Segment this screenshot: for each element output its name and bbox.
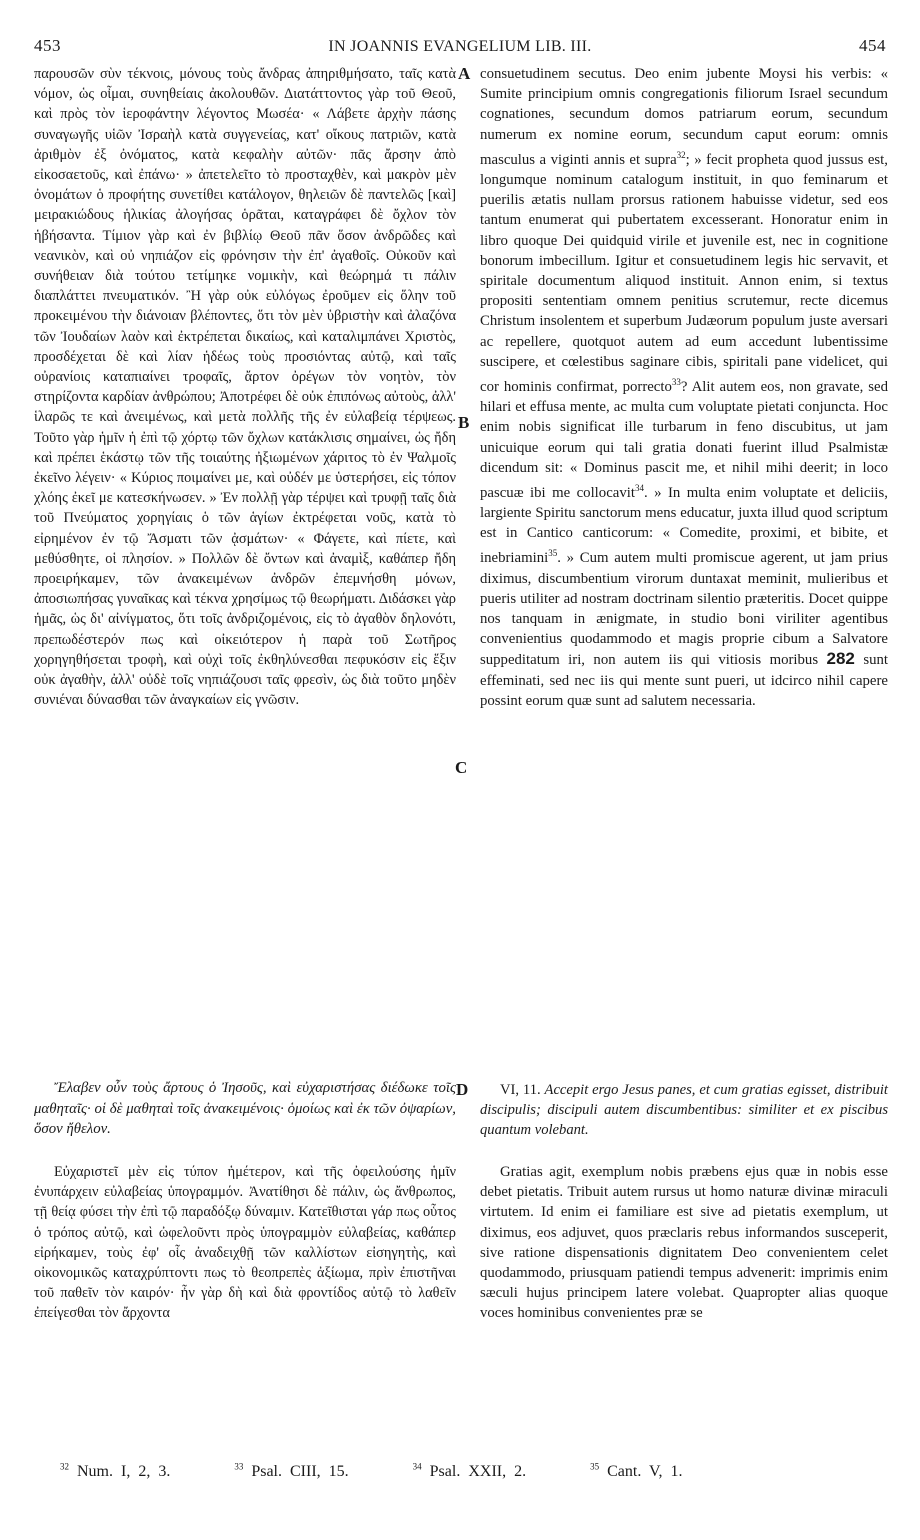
latin-text-d: . » In multa enim voluptate et deliciis, largiente Spiritu sanctorum mens educatur, juxta illud quod scriptum est in Cantico canticorum: « Comedite, proximi, et bibite, et inebriamini xyxy=(480,484,888,567)
footnotes xyxy=(60,1462,860,1481)
lemma-text: Accepit ergo Jesus panes, et cum gratias egisset, distribuit discipulis; discipuli autem discumbentibus: similiter et ex piscibus quantum volebant. xyxy=(480,1082,888,1139)
latin-lemma xyxy=(480,1080,888,1141)
greek-lemma: Ἔλαβεν οὖν τοὺς ἄρτους ὁ Ἰησοῦς, καὶ εὐχαριστήσας διέδωκε τοῖς μαθηταῖς· οἱ δὲ μαθηταὶ τοῖς ἀνακειμένοις· ὁμοίως καὶ ἐκ τῶν ὀψαρίων, ὅσον ἤθελον. xyxy=(34,1080,456,1138)
running-title: IN JOANNIS EVANGELIUM LIB. III. xyxy=(328,38,592,55)
latin-commentary: Gratias agit, exemplum nobis præbens ejus quæ in nobis esse debet pietatis. Tribuit autem rursus ut homo naturæ divinæ miraculi virtutem. Id enim ei familiare est sive ad pietatis exemplum, ut diximus, eos adjuvet, quos præclaris rebus informandos susceperit, sive ratione dispensationis dignitatem Deo convenientem celet quodammodo, priusquam patiendi tempus advenerit: imprimis enim sæculi hujus principem latere volebat. Quapropter alias quoque voces hominibus convenientes præ se xyxy=(480,1164,888,1322)
footnote-34: $^{34}$ Psal. XXII, 2. xyxy=(412,1462,527,1481)
inline-page-number: 282 xyxy=(826,649,855,669)
lemma-reference: VI, 11. xyxy=(500,1082,541,1098)
left-page-number: 453 xyxy=(34,36,61,55)
right-page-number: 454 xyxy=(858,36,886,55)
footnote-32: $^{32}$ Num. I, 2, 3. xyxy=(60,1462,171,1481)
margin-marker-c: C xyxy=(455,758,468,777)
running-header xyxy=(34,36,886,58)
latin-text-a: consuetudinem secutus. Deo enim jubente Moysi his verbis: « Sumite principium omnis congregationis filiorum Israel secundum cognationes, secundum domos patriarum eorum, secundum numerum ex nomine eorum, secundum caput eorum: omnis masculus a viginti annis et supra xyxy=(480,66,888,168)
greek-column xyxy=(34,64,456,711)
footnote-33: $^{33}$ Psal. CIII, 15. xyxy=(234,1462,349,1481)
greek-commentary: Εὐχαριστεῖ μὲν εἰς τύπον ἡμέτερον, καὶ τῆς ὀφειλούσης ἡμῖν ἐνυπάρχειν εὐλαβείας ὑπογραμμόν. Ἀνατίθησι δὲ πάλιν, ὡς ἄνθρωπος, τῇ θείᾳ φύσει τὴν ἐπὶ τῷ παραδόξῳ δύναμιν. Κατεῖθισται γάρ πως οὗτος ὁ τρόπος αὐτῷ, καὶ ὠφελοῦντι πρὸς ὑπογραμμὸν εὐλαβείας, καθάπερ εἰρήκαμεν, τοὺς ἐφ' οἷς ἀναδειχθῇ τῶν καλλίστων εἰσηγητὴς, καὶ οἰκονομικῶς καταχρύπτοντι πως τὸ θεοπρεπὲς ἀξίωμα, πρὶν ἐπιστῆναι τοῦ παθεῖν τὸν καιρόν· ἦν γὰρ δὴ καὶ διὰ φροντίδος αὐτῷ τὸ λαθεῖν ἐπείγεσθαι τὸν ἄρχοντα xyxy=(34,1164,456,1322)
latin-text-f: sunt effeminati, sed nec iis qui mente sunt pueri, ut idcirco nihil capere possint eorum quæ sunt ad salutem necessaria. xyxy=(480,652,888,709)
latin-text-c: ? Alit autem eos, non gravate, sed hilari et effusa mente, ac multa cum voluptate pietati conjuncta. Hoc enim nobis significat ille turbarum in feno discubitus, ut jam unicuique eorum qui tali gratia donati fuerint illud Psalmistæ dicendum sit: « Dominus pascit me, et nihil mihi deerit; in loco pascuæ ibi me collocavit xyxy=(480,378,888,501)
note-ref-32: 32 xyxy=(676,149,686,160)
footnote-35: $^{35}$ Cant. V, 1. xyxy=(590,1462,683,1481)
latin-text-e: . » Cum autem multi promiscue agerent, ut jam prius diximus, discumbentium virorum duntaxat meminit, mulieribus et pueris utiliter ad nostram doctrinam silentio præteritis. Docet quippe nos tanquam in ænigmate, in studio boni viriliter agentibus convenientius quodammodo et magis proprie cibum a Salvatore suppeditatum iri, non autem iis qui vitiosis moribus xyxy=(480,550,888,669)
note-ref-34: 34 xyxy=(634,482,644,493)
note-ref-33: 33 xyxy=(671,376,681,387)
margin-marker-a: A xyxy=(458,64,471,83)
latin-column xyxy=(480,64,888,711)
margin-marker-b: B xyxy=(458,413,470,432)
greek-text: παρουσῶν σὺν τέκνοις, μόνους τοὺς ἄνδρας ἀπηριθμήσατο, ταῖς κατὰ νόμον, ὡς οἶμαι, συνηθείαις ἀκολουθῶν. Διατάττοντος γὰρ τοῦ Θεοῦ, καὶ πρὸς τὸν ἱεροφάντην λέγοντος Μωσέα· « Λάβετε ἀρχὴν πάσης συναγωγῆς υἱῶν Ἰσραὴλ κατὰ συγγενείας, κατ' οἴκους πατριῶν, κατὰ ἀριθμὸν ἐξ ὀνόματος, κατὰ κεφαλὴν αὐτῶν· πᾶς ἄρσην ἀπὸ εἰκοσαετοῦς, καὶ ἐπάνω· » ἀπετελεῖτο τὸ προσταχθὲν, καὶ μακρὸν μὲν ὀνομάτων ὁ προφήτης συνετίθει κατάλογον, θηλειῶν δὲ παντελῶς [καὶ] μειρακιώδους ἡλικίας ἀλογήσας ὁρᾶται, καταγράφει δὲ ὄχλον τὸν ἡβήσαντα. Τίμιον γὰρ καὶ ἐν βιβλίῳ Θεοῦ πᾶν ὅσον ἀνδρῶδες καὶ νεανικὸν, καὶ οὐ νηπιάζον εἰς φρόνησιν τὴν ἐπ' ἀγαθοῖς. Οὐκοῦν καὶ συνήθειαν διὰ τούτου τετίμηκε νομικὴν, καὶ θεώρημά τι πάλιν διαπλάττει πνευματικόν. Ἢ γὰρ οὐκ εὐλόγως ἐροῦμεν εἰς ὅλην τοῦ προκειμένου τὴν διάνοιαν βλέποντες, ὅτι τὸν μὲν ὑβριστὴν καὶ ἀλαζόνα τῶν Ἰουδαίων λαὸν καὶ ἐκτρέπεται δικαίως, καὶ καταλιμπάνει Χριστὸς, προσδέχεται δὲ καὶ λίαν ἡδέως τοὺς προσιόντας αὐτῷ, καὶ ταῖς οὐρανίοις καταπιαίνει τροφαῖς, ἄρτον ὀρέγων τὸν νοητὸν, τὸν στηρίζοντα καρδίαν ἀνθρώπου; Ἀποτρέφει δὲ οὐκ ἐπιπόνως αὐτοὺς, ἀλλ' ἱλαρῶς τε καὶ ἀνειμένως, καὶ μετὰ πολλῆς τῆς ἐν εὐλαβείᾳ τέρψεως. Τοῦτο γὰρ ἡμῖν ἡ ἐπὶ τῷ χόρτῳ τῶν ὄχλων κατάκλισις σημαίνει, ὡς ἤδη καὶ πρέπει ἑκάστῳ τῶν τῆς τοιαύτης ἠξιωμένων χάριτος τὸ ἐν Ψαλμοῖς ἐκεῖνο λέγειν· « Κύριος ποιμαίνει με, καὶ οὐδέν με ὑστερήσει, εἰς τόπον χλόης ἐκεῖ με κατεσκήνωσεν. » Ἐν πολλῇ γὰρ τέρψει καὶ τρυφῇ ταῖς διὰ τοῦ Πνεύματος χορηγίαις ὁ τῶν ἁγίων ἐκτρέφεται νοῦς, κατὰ τὸ εἰρημένον ἐν τῷ Ἄσματι τῶν ᾀσμάτων· « Φάγετε, καὶ πίετε, καὶ μεθύσθητε, οἱ πλησίον. » Πολλῶν δὲ ὄντων καὶ ἀναμὶξ, καθάπερ ἤδη προειρήκαμεν, τῶν ἀνακειμένων ἀνδρῶν ἐπεμνήσθη μόνων, ἀποσιωπήσας γυναῖκας καὶ τέκνα χρησίμως τῷ θεωρήματι. Διδάσκει γὰρ ἡμᾶς, ὡς δι' αἰνίγματος, ὅτι τοῖς ἀνδριζομένοις, εἰς τὸ ἀγαθὸν δηλονότι, πρεπωδέστερόν πως καὶ οἰκειότερον ἡ παρὰ τοῦ Σωτῆρος χορηγηθήσεται τροφὴ, καὶ οὐχὶ τοῖς ἐκθηλύνεσθαι πεφυκόσιν εἰς ἕξιν οὐκ ἀγαθὴν, ἀλλ' οὐδὲ τοῖς νηπιάζουσι ταῖς φρεσὶν, ὡς διὰ τοῦτο μηδὲν συνιέναι δύνασθαι τῶν ἀναγκαίων εἰς γνῶσιν. xyxy=(34,66,456,709)
latin-text xyxy=(480,64,888,711)
margin-marker-d: D xyxy=(456,1080,469,1099)
latin-text-b: ; » fecit propheta quod jussus est, longumque nominum catalogum instituit, in quo feminarum et puerilis ætatis nullam prorsus rationem habuisse videtur, sed eos tantum enumerat qui pubertatem excesserant. Honoratur enim in libro quoque Dei quidquid virile et juvenile est, nec in cognitione bonorum imbecillum. Igitur et consuetudinem legis hic servavit, et spiritale documentum aliquod instituit. Annon enim, si textus propositi sententiam omnem penitius scrutemur, recte dicemus Christum insolentem et superbum Judæorum populum juste aversari ac repellere, quotquot autem ad eum accedunt lubentissime suscipere, et cœlestibus saginare cibis, spiritali pane videlicet, qui cor hominis confirmat, porrecto xyxy=(480,151,888,395)
note-ref-35: 35 xyxy=(548,548,558,559)
